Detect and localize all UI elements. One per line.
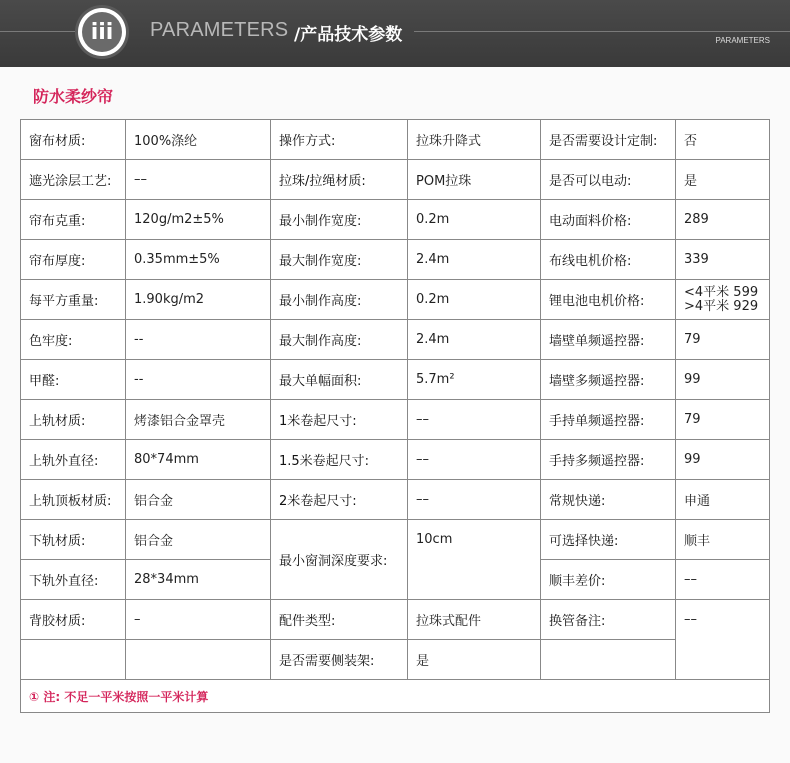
- param-value: 99: [676, 440, 770, 480]
- param-label: 上轨材质:: [21, 400, 126, 440]
- param-value: POM拉珠: [408, 160, 541, 200]
- param-value: ––: [676, 600, 770, 680]
- param-value: ––: [408, 480, 541, 520]
- param-label: 最小制作高度:: [271, 280, 408, 320]
- param-label: 遮光涂层工艺:: [21, 160, 126, 200]
- param-value: 339: [676, 240, 770, 280]
- param-label: 墙壁单频遥控器:: [541, 320, 676, 360]
- param-label: 操作方式:: [271, 120, 408, 160]
- table-row: [21, 280, 770, 320]
- table-row: [21, 520, 770, 560]
- param-value: --: [126, 360, 271, 400]
- param-value: 120g/m2±5%: [126, 200, 271, 240]
- param-label: 1米卷起尺寸:: [271, 400, 408, 440]
- param-label: 最小制作宽度:: [271, 200, 408, 240]
- param-label: 是否可以电动:: [541, 160, 676, 200]
- table-row: [21, 200, 770, 240]
- param-value: ––: [676, 560, 770, 600]
- product-title: 防水柔纱帘: [33, 87, 114, 106]
- param-value: 5.7m²: [408, 360, 541, 400]
- param-value: 铝合金: [126, 480, 271, 520]
- table-row: [21, 240, 770, 280]
- param-value: 28*34mm: [126, 560, 271, 600]
- section-badge: [78, 8, 126, 56]
- param-value: 2.4m: [408, 320, 541, 360]
- param-value: 79: [676, 400, 770, 440]
- param-value-multiline: <4平米 599 >4平米 929: [676, 280, 770, 320]
- param-value: 申通: [676, 480, 770, 520]
- param-label: 帘布厚度:: [21, 240, 126, 280]
- param-label: 色牢度:: [21, 320, 126, 360]
- table-row: [21, 120, 770, 160]
- param-label: 电动面料价格:: [541, 200, 676, 240]
- param-label: 锂电池电机价格:: [541, 280, 676, 320]
- param-value: 1.90kg/m2: [126, 280, 271, 320]
- param-value: 否: [676, 120, 770, 160]
- param-value: 289: [676, 200, 770, 240]
- param-label: 墙壁多频遥控器:: [541, 360, 676, 400]
- param-label: 常规快递:: [541, 480, 676, 520]
- param-label: 拉珠/拉绳材质:: [271, 160, 408, 200]
- param-label: 窗布材质:: [21, 120, 126, 160]
- header-title-cn: /产品技术参数: [294, 25, 403, 45]
- param-label: 手持多频遥控器:: [541, 440, 676, 480]
- param-value: 2.4m: [408, 240, 541, 280]
- table-row: [21, 440, 770, 480]
- parameters-table: [20, 119, 770, 713]
- table-row: [21, 480, 770, 520]
- param-label: 背胶材质:: [21, 600, 126, 640]
- param-label: 上轨外直径:: [21, 440, 126, 480]
- param-value: 顺丰: [676, 520, 770, 560]
- param-label: 顺丰差价:: [541, 560, 676, 600]
- empty-cell: [21, 640, 126, 680]
- banner-divider-left: [0, 31, 78, 32]
- param-value: 99: [676, 360, 770, 400]
- table-row: [21, 360, 770, 400]
- param-label: 下轨外直径:: [21, 560, 126, 600]
- param-value: ––: [408, 440, 541, 480]
- empty-cell: [126, 640, 271, 680]
- header-banner: [0, 0, 790, 67]
- param-value: 0.2m: [408, 200, 541, 240]
- param-value: –: [126, 600, 271, 640]
- param-label: 甲醛:: [21, 360, 126, 400]
- param-label: 可选择快递:: [541, 520, 676, 560]
- note-text: ① 注: 不足一平米按照一平米计算: [21, 680, 770, 713]
- param-label: 布线电机价格:: [541, 240, 676, 280]
- param-value: --: [126, 320, 271, 360]
- param-value: ––: [126, 160, 271, 200]
- param-value: ––: [408, 400, 541, 440]
- table-row: [21, 600, 770, 640]
- param-value: 100%涤纶: [126, 120, 271, 160]
- param-label: 换管备注:: [541, 600, 676, 640]
- param-value: 0.35mm±5%: [126, 240, 271, 280]
- table-row: [21, 320, 770, 360]
- param-label: 1.5米卷起尺寸:: [271, 440, 408, 480]
- param-value: 拉珠式配件: [408, 600, 541, 640]
- param-label: 最大单幅面积:: [271, 360, 408, 400]
- param-value: 铝合金: [126, 520, 271, 560]
- table-row: [21, 640, 770, 680]
- note-row: [21, 680, 770, 713]
- param-label: 配件类型:: [271, 600, 408, 640]
- param-label: 2米卷起尺寸:: [271, 480, 408, 520]
- param-label: 帘布克重:: [21, 200, 126, 240]
- param-label: 下轨材质:: [21, 520, 126, 560]
- param-label: 最大制作宽度:: [271, 240, 408, 280]
- table-row: [21, 160, 770, 200]
- param-value: 拉珠升降式: [408, 120, 541, 160]
- param-label: 上轨顶板材质:: [21, 480, 126, 520]
- param-value: 0.2m: [408, 280, 541, 320]
- param-value: 烤漆铝合金罩壳: [126, 400, 271, 440]
- table-row: [21, 400, 770, 440]
- param-label: 手持单频遥控器:: [541, 400, 676, 440]
- param-label: 最大制作高度:: [271, 320, 408, 360]
- param-label: 是否需要侧装架:: [271, 640, 408, 680]
- param-label: 最小窗洞深度要求:: [271, 520, 408, 600]
- empty-cell: [541, 640, 676, 680]
- param-value: 是: [676, 160, 770, 200]
- header-title-en: PARAMETERS: [150, 19, 289, 41]
- param-label: 是否需要设计定制:: [541, 120, 676, 160]
- param-value: 是: [408, 640, 541, 680]
- header-tag: PARAMETERS: [715, 36, 770, 45]
- badge-label: iii: [82, 12, 122, 52]
- param-value: 79: [676, 320, 770, 360]
- param-label: 每平方重量:: [21, 280, 126, 320]
- param-value: 10cm: [408, 520, 541, 600]
- banner-divider-right: [414, 31, 790, 32]
- param-value: 80*74mm: [126, 440, 271, 480]
